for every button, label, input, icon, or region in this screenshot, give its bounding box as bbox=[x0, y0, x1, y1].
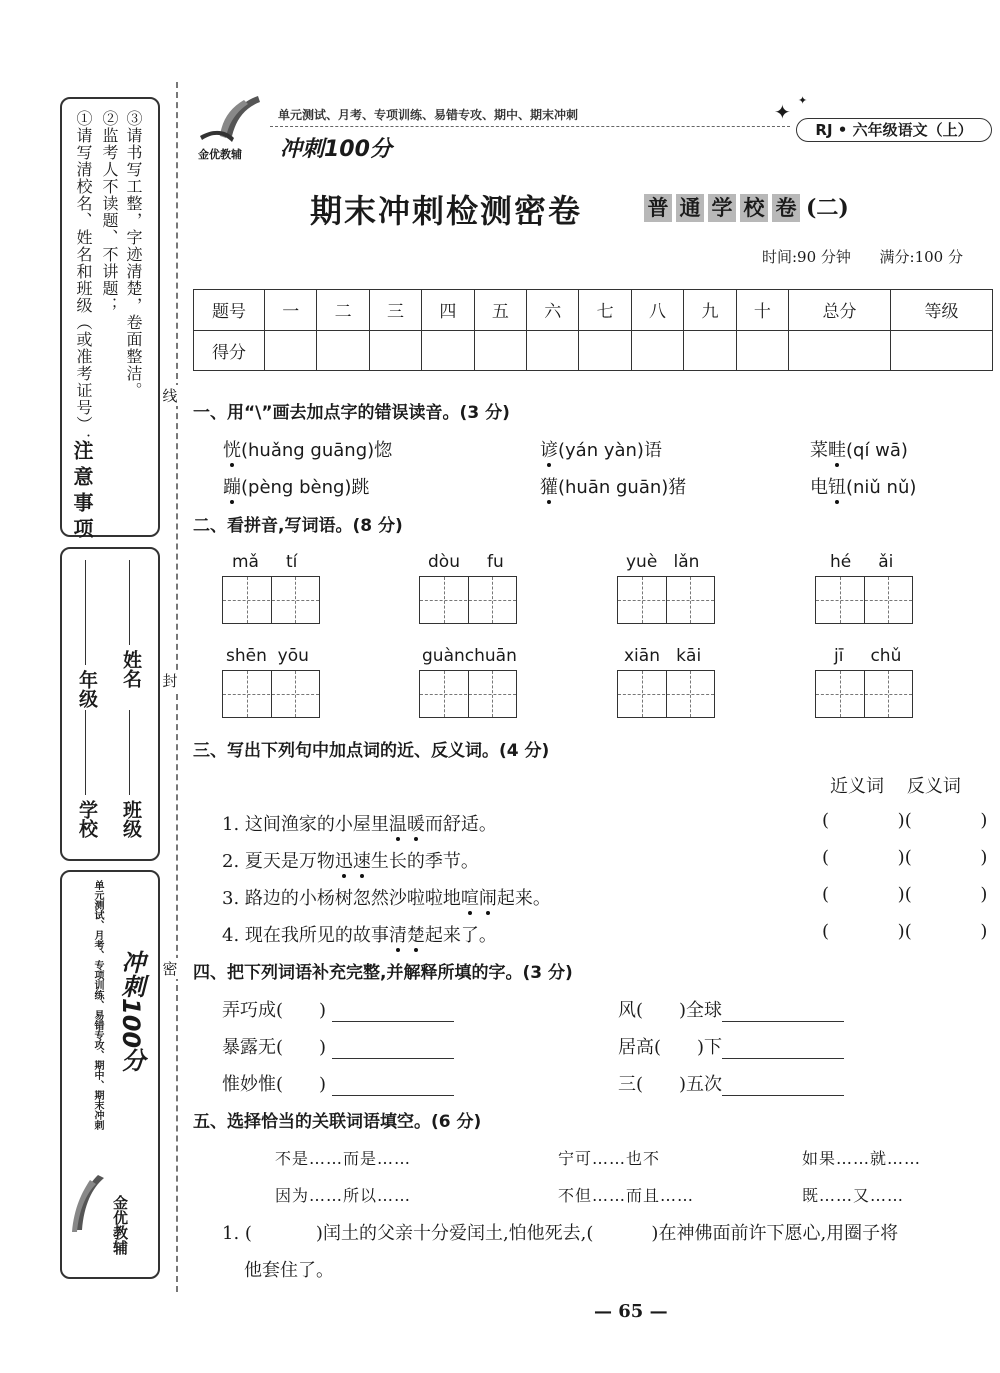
explain-blank[interactable] bbox=[722, 1038, 844, 1059]
idiom-item: 暴露无( ) bbox=[222, 1033, 454, 1059]
score-cell[interactable] bbox=[317, 330, 369, 371]
page-number: — 65 — bbox=[594, 1301, 668, 1322]
school-label: 学校 bbox=[76, 800, 98, 838]
tag-char: 通 bbox=[676, 194, 704, 222]
header-divider bbox=[270, 126, 790, 127]
pinyin-choice[interactable]: (yán yàn)语 bbox=[558, 440, 662, 461]
score-cell[interactable] bbox=[422, 330, 474, 371]
explain-blank[interactable] bbox=[722, 1075, 844, 1096]
pinyin-item bbox=[540, 436, 662, 462]
table-cell: 总分 bbox=[789, 290, 891, 331]
pinyin-label: jī chǔ bbox=[834, 646, 902, 666]
book-logo-icon bbox=[196, 94, 266, 146]
answer-paren[interactable]: ( )( ) bbox=[822, 810, 988, 831]
fill-sentence: 1. ( )闰土的父亲十分爱闰土,怕他死去,( )在神佛面前许下愿心,用圈子将 bbox=[222, 1223, 899, 1244]
paper-number: (二) bbox=[806, 195, 849, 221]
dotted-char: 恍 bbox=[223, 440, 241, 461]
notice-line-1: ①请写清校名、姓名和班级（或准考证号）； bbox=[74, 110, 93, 450]
logo-text-vertical: 金优教辅 bbox=[111, 1195, 129, 1255]
table-cell: 五 bbox=[474, 290, 526, 331]
pinyin-choice[interactable]: (pèng bèng)跳 bbox=[241, 477, 370, 498]
sentence-item: 3. 路边的小杨树忽然沙啦啦地喧闹起来。 bbox=[222, 888, 551, 909]
fold-label-secret: 密 bbox=[160, 958, 180, 979]
writing-grid[interactable] bbox=[815, 576, 913, 624]
pinyin-label: dòu fu bbox=[428, 552, 504, 572]
brand-title: 冲刺100分 bbox=[280, 137, 392, 162]
writing-grid[interactable] bbox=[222, 576, 320, 624]
brand-vertical: 冲刺100分 bbox=[117, 950, 145, 1073]
score-cell[interactable] bbox=[474, 330, 526, 371]
table-cell: 八 bbox=[631, 290, 683, 331]
score-cell[interactable] bbox=[579, 330, 631, 371]
pinyin-item bbox=[223, 436, 392, 462]
pinyin-choice[interactable]: (niǔ nǔ) bbox=[846, 477, 917, 498]
pinyin-choice[interactable]: (qí wā) bbox=[846, 440, 908, 461]
writing-grid[interactable] bbox=[617, 576, 715, 624]
idiom-item: 弄巧成( ) bbox=[222, 996, 454, 1022]
grade-badge: RJ • 六年级语文（上） bbox=[796, 118, 992, 142]
tag-char: 校 bbox=[740, 194, 768, 222]
pinyin-label: mǎ tí bbox=[232, 552, 298, 572]
score-cell[interactable] bbox=[890, 330, 992, 371]
score-cell[interactable] bbox=[736, 330, 788, 371]
writing-grid[interactable] bbox=[419, 576, 517, 624]
conjunction-option: 不是……而是…… bbox=[275, 1149, 412, 1168]
table-cell: 二 bbox=[317, 290, 369, 331]
score-cell[interactable] bbox=[684, 330, 736, 371]
book-logo-icon bbox=[68, 1170, 108, 1240]
pinyin-item bbox=[223, 473, 369, 499]
school-type-tag bbox=[644, 194, 849, 222]
notice-heading: 注意事项 bbox=[70, 440, 94, 544]
score-cell[interactable] bbox=[265, 330, 317, 371]
table-row bbox=[194, 330, 993, 371]
school-field[interactable] bbox=[85, 710, 86, 795]
writing-grid[interactable] bbox=[617, 670, 715, 718]
grade-field[interactable] bbox=[85, 560, 86, 665]
class-field[interactable] bbox=[129, 710, 130, 795]
time-and-score-info: 时间:90 分钟 满分:100 分 bbox=[762, 248, 963, 266]
sentence-item: 2. 夏天是万物迅速生长的季节。 bbox=[222, 851, 479, 872]
sentence-item: 1. 这间渔家的小屋里温暖而舒适。 bbox=[222, 814, 497, 835]
tag-char: 学 bbox=[708, 194, 736, 222]
score-cell[interactable] bbox=[527, 330, 579, 371]
page-title: 期末冲刺检测密卷 bbox=[310, 192, 583, 230]
dotted-char: 电钮 bbox=[810, 477, 846, 498]
explain-blank[interactable] bbox=[332, 1075, 454, 1096]
table-cell: 七 bbox=[579, 290, 631, 331]
score-cell[interactable] bbox=[369, 330, 421, 371]
section-2-title: 二、看拼音,写词语。(8 分) bbox=[193, 516, 403, 536]
pinyin-label: guànchuān bbox=[422, 646, 517, 666]
writing-grid[interactable] bbox=[419, 670, 517, 718]
conjunction-option: 既……又…… bbox=[802, 1186, 905, 1205]
answer-paren[interactable]: ( )( ) bbox=[822, 921, 988, 942]
dotted-char: 菜畦 bbox=[810, 440, 846, 461]
section-3-title: 三、写出下列句中加点词的近、反义词。(4 分) bbox=[193, 741, 550, 761]
table-cell: 三 bbox=[369, 290, 421, 331]
brand-small-text: 单元测试、月考、专项训练、易错专攻、期中、期末冲刺 bbox=[92, 880, 103, 1130]
table-cell: 四 bbox=[422, 290, 474, 331]
pinyin-item bbox=[810, 473, 916, 499]
notice-line-3: ③请书写工整，字迹清楚，卷面整洁。 bbox=[124, 110, 143, 399]
notice-line-2: ②监考人不读题、不讲题； bbox=[100, 110, 119, 314]
conjunction-option: 因为……所以…… bbox=[275, 1186, 412, 1205]
tag-char: 普 bbox=[644, 194, 672, 222]
synonym-antonym-header: 近义词 反义词 bbox=[830, 776, 961, 797]
fill-sentence-line-2: 他套住了。 bbox=[244, 1260, 334, 1281]
table-cell: 六 bbox=[527, 290, 579, 331]
table-cell: 十 bbox=[736, 290, 788, 331]
name-field[interactable] bbox=[129, 560, 130, 645]
fold-label-seal: 封 bbox=[160, 670, 180, 691]
conjunction-option: 宁可……也不 bbox=[558, 1149, 661, 1168]
sparkle-icon: ✦ bbox=[774, 100, 791, 124]
score-cell[interactable] bbox=[789, 330, 891, 371]
grade-label: 年级 bbox=[76, 670, 98, 708]
score-cell[interactable] bbox=[631, 330, 683, 371]
pinyin-item bbox=[540, 473, 686, 499]
sentence-item: 4. 现在我所见的故事清楚起来了。 bbox=[222, 925, 497, 946]
pinyin-choice[interactable]: (huǎng guāng)惚 bbox=[241, 440, 393, 461]
writing-grid[interactable] bbox=[815, 670, 913, 718]
header-tagline: 单元测试、月考、专项训练、易错专攻、期中、期末冲刺 bbox=[278, 108, 579, 122]
table-cell: 一 bbox=[265, 290, 317, 331]
pinyin-item bbox=[810, 436, 908, 462]
pinyin-choice[interactable]: (huān guān)猪 bbox=[558, 477, 687, 498]
dotted-char: 谚 bbox=[540, 440, 558, 461]
idiom-item: 风( )全球 bbox=[618, 996, 844, 1022]
section-1-title: 一、用“\”画去加点字的错误读音。(3 分) bbox=[193, 403, 510, 423]
explain-blank[interactable] bbox=[332, 1001, 454, 1022]
table-row bbox=[194, 290, 993, 331]
section-5-title: 五、选择恰当的关联词语填空。(6 分) bbox=[193, 1112, 482, 1132]
idiom-item: 居高( )下 bbox=[618, 1033, 844, 1059]
pinyin-label: shēn yōu bbox=[226, 646, 309, 666]
conjunction-option: 如果……就…… bbox=[802, 1149, 922, 1168]
pinyin-label: hé ǎi bbox=[830, 552, 894, 572]
pinyin-label: yuè lǎn bbox=[626, 552, 700, 572]
writing-grid[interactable] bbox=[222, 670, 320, 718]
table-cell: 题号 bbox=[194, 290, 265, 331]
section-4-title: 四、把下列词语补充完整,并解释所填的字。(3 分) bbox=[193, 963, 573, 983]
table-cell: 九 bbox=[684, 290, 736, 331]
pinyin-label: xiān kāi bbox=[624, 646, 702, 666]
class-label: 班级 bbox=[120, 800, 142, 838]
name-label: 姓名 bbox=[120, 650, 142, 688]
dotted-char: 蹦 bbox=[223, 477, 241, 498]
dotted-char: 獾 bbox=[540, 477, 558, 498]
explain-blank[interactable] bbox=[332, 1038, 454, 1059]
tag-char: 卷 bbox=[772, 194, 800, 222]
idiom-item: 三( )五次 bbox=[618, 1070, 844, 1096]
logo-text: 金优教辅 bbox=[198, 148, 242, 161]
answer-paren[interactable]: ( )( ) bbox=[822, 847, 988, 868]
fold-label-line: 线 bbox=[160, 385, 180, 406]
idiom-item: 惟妙惟( ) bbox=[222, 1070, 454, 1096]
score-table bbox=[193, 289, 993, 371]
table-cell: 等级 bbox=[890, 290, 992, 331]
answer-paren[interactable]: ( )( ) bbox=[822, 884, 988, 905]
conjunction-option: 不但……而且…… bbox=[558, 1186, 695, 1205]
explain-blank[interactable] bbox=[722, 1001, 844, 1022]
table-cell: 得分 bbox=[194, 330, 265, 371]
sparkle-icon: ✦ bbox=[798, 94, 808, 107]
